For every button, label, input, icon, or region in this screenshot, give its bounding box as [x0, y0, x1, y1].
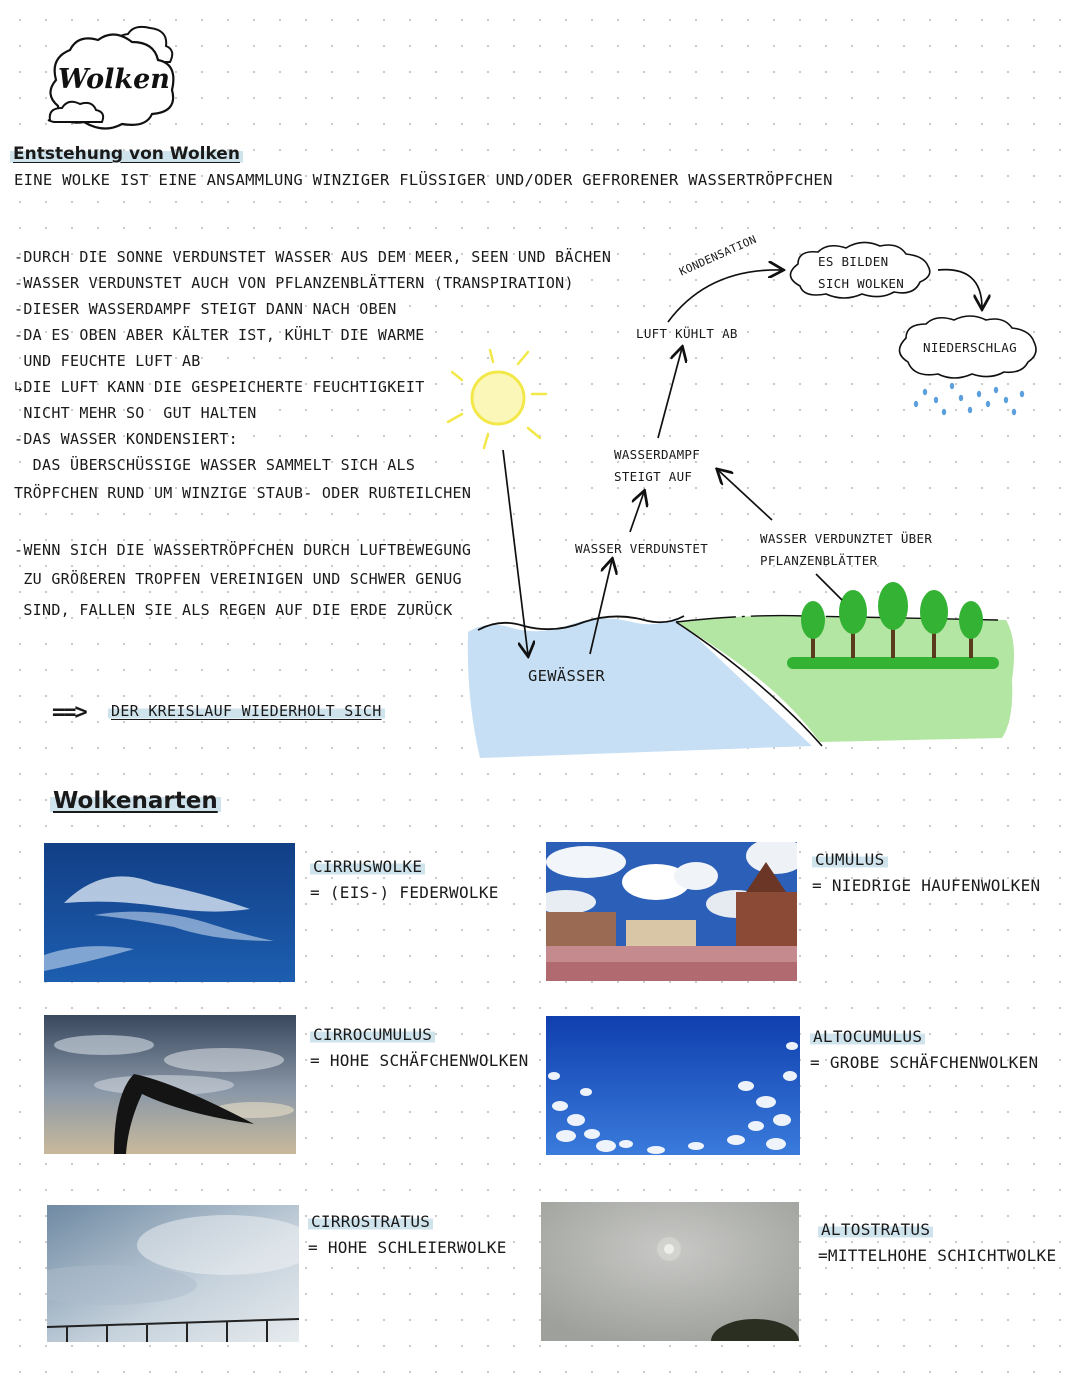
process-line: -DAS WASSER KONDENSIERT: — [14, 430, 238, 448]
label-niederschlag: NIEDERSCHLAG — [923, 340, 1017, 355]
cloud-type-name: ALTOCUMULUS — [810, 1027, 925, 1046]
grass-strip — [787, 657, 999, 669]
label-pflanzen-1: WASSER VERDUNZTET ÜBER — [760, 531, 933, 546]
label-wasserdampf: WASSERDAMPF — [614, 447, 701, 462]
process-line: ZU GRÖßEREN TROPFEN VEREINIGEN UND SCHWER GENUG — [14, 570, 462, 588]
cloud-type-name: CIRROCUMULUS — [310, 1025, 435, 1044]
cloud-type-name: CIRRUSWOLKE — [310, 857, 425, 876]
process-line: -DURCH DIE SONNE VERDUNSTET WASSER AUS DEM MEER, SEEN UND BÄCHEN — [14, 248, 612, 266]
process-line: -DIESER WASSERDAMPF STEIGT DANN NACH OBEN — [14, 300, 397, 318]
cloud-type-name: CIRROSTRATUS — [308, 1212, 433, 1231]
conclusion-arrow: ==> — [52, 700, 86, 725]
cloud-type-desc: = (EIS-) FEDERWOLKE — [310, 883, 499, 902]
definition-text: EINE WOLKE IST EINE ANSAMMLUNG WINZIGER FLÜSSIGER UND/ODER GEFRORENER WASSERTRÖPFCHEN — [14, 171, 833, 189]
label-sich-wolken: SICH WOLKEN — [818, 276, 905, 291]
process-line: DAS ÜBERSCHÜSSIGE WASSER SAMMELT SICH ALS — [14, 456, 416, 474]
cirrocumulus-photo — [44, 1015, 296, 1154]
label-wasser-verdunstet: WASSER VERDUNSTET — [575, 541, 709, 556]
cloud-type-name: ALTOSTRATUS — [818, 1220, 933, 1239]
cirrostratus-photo — [47, 1205, 299, 1342]
process-line: UND FEUCHTE LUFT AB — [14, 352, 201, 370]
label-pflanzen-2: PFLANZENBLÄTTER — [760, 553, 878, 568]
section-title: Entstehung von Wolken — [10, 144, 243, 164]
altostratus-photo — [541, 1202, 799, 1341]
process-line: -WASSER VERDUNSTET AUCH VON PFLANZENBLÄTTERN (TRANSPIRATION) — [14, 274, 574, 292]
cloud-type-desc: = HOHE SCHÄFCHENWOLKEN — [310, 1051, 529, 1070]
cirrus-photo — [44, 843, 295, 982]
process-line: -DA ES OBEN ABER KÄLTER IST, KÜHLT DIE WARME — [14, 326, 425, 344]
sun-icon — [448, 350, 546, 448]
process-line: TRÖPFCHEN RUND UM WINZIGE STAUB- ODER RUßTEILCHEN — [14, 484, 472, 502]
page-title: Wolken — [58, 64, 170, 95]
process-line: ↳DIE LUFT KANN DIE GESPEICHERTE FEUCHTIGKEIT — [14, 378, 425, 396]
cloud-type-name: CUMULUS — [812, 850, 888, 869]
cloud-type-desc: =MITTELHOHE SCHICHTWOLKE — [818, 1246, 1057, 1265]
process-line: SIND, FALLEN SIE ALS REGEN AUF DIE ERDE ZURÜCK — [14, 601, 453, 619]
cloud-type-desc: = NIEDRIGE HAUFENWOLKEN — [812, 876, 1041, 895]
label-gewaesser: GEWÄSSER — [528, 667, 606, 685]
label-luft-kuehlt: LUFT KÜHLT AB — [636, 326, 738, 341]
cloud-type-desc: = GROBE SCHÄFCHENWOLKEN — [810, 1053, 1039, 1072]
cumulus-photo — [546, 842, 797, 981]
wolkenarten-title: Wolkenarten — [50, 788, 221, 814]
label-es-bilden: ES BILDEN — [818, 254, 889, 269]
label-kondensation: KONDENSATION — [677, 232, 759, 279]
rain-icon — [914, 383, 1024, 415]
process-line: NICHT MEHR SO GUT HALTEN — [14, 404, 257, 422]
label-steigt-auf: STEIGT AUF — [614, 469, 693, 484]
altocumulus-photo — [546, 1016, 800, 1155]
cloud-type-desc: = HOHE SCHLEIERWOLKE — [308, 1238, 507, 1257]
process-line: -WENN SICH DIE WASSERTRÖPFCHEN DURCH LUFTBEWEGUNG — [14, 541, 472, 559]
conclusion-text: DER KREISLAUF WIEDERHOLT SICH — [108, 702, 385, 720]
